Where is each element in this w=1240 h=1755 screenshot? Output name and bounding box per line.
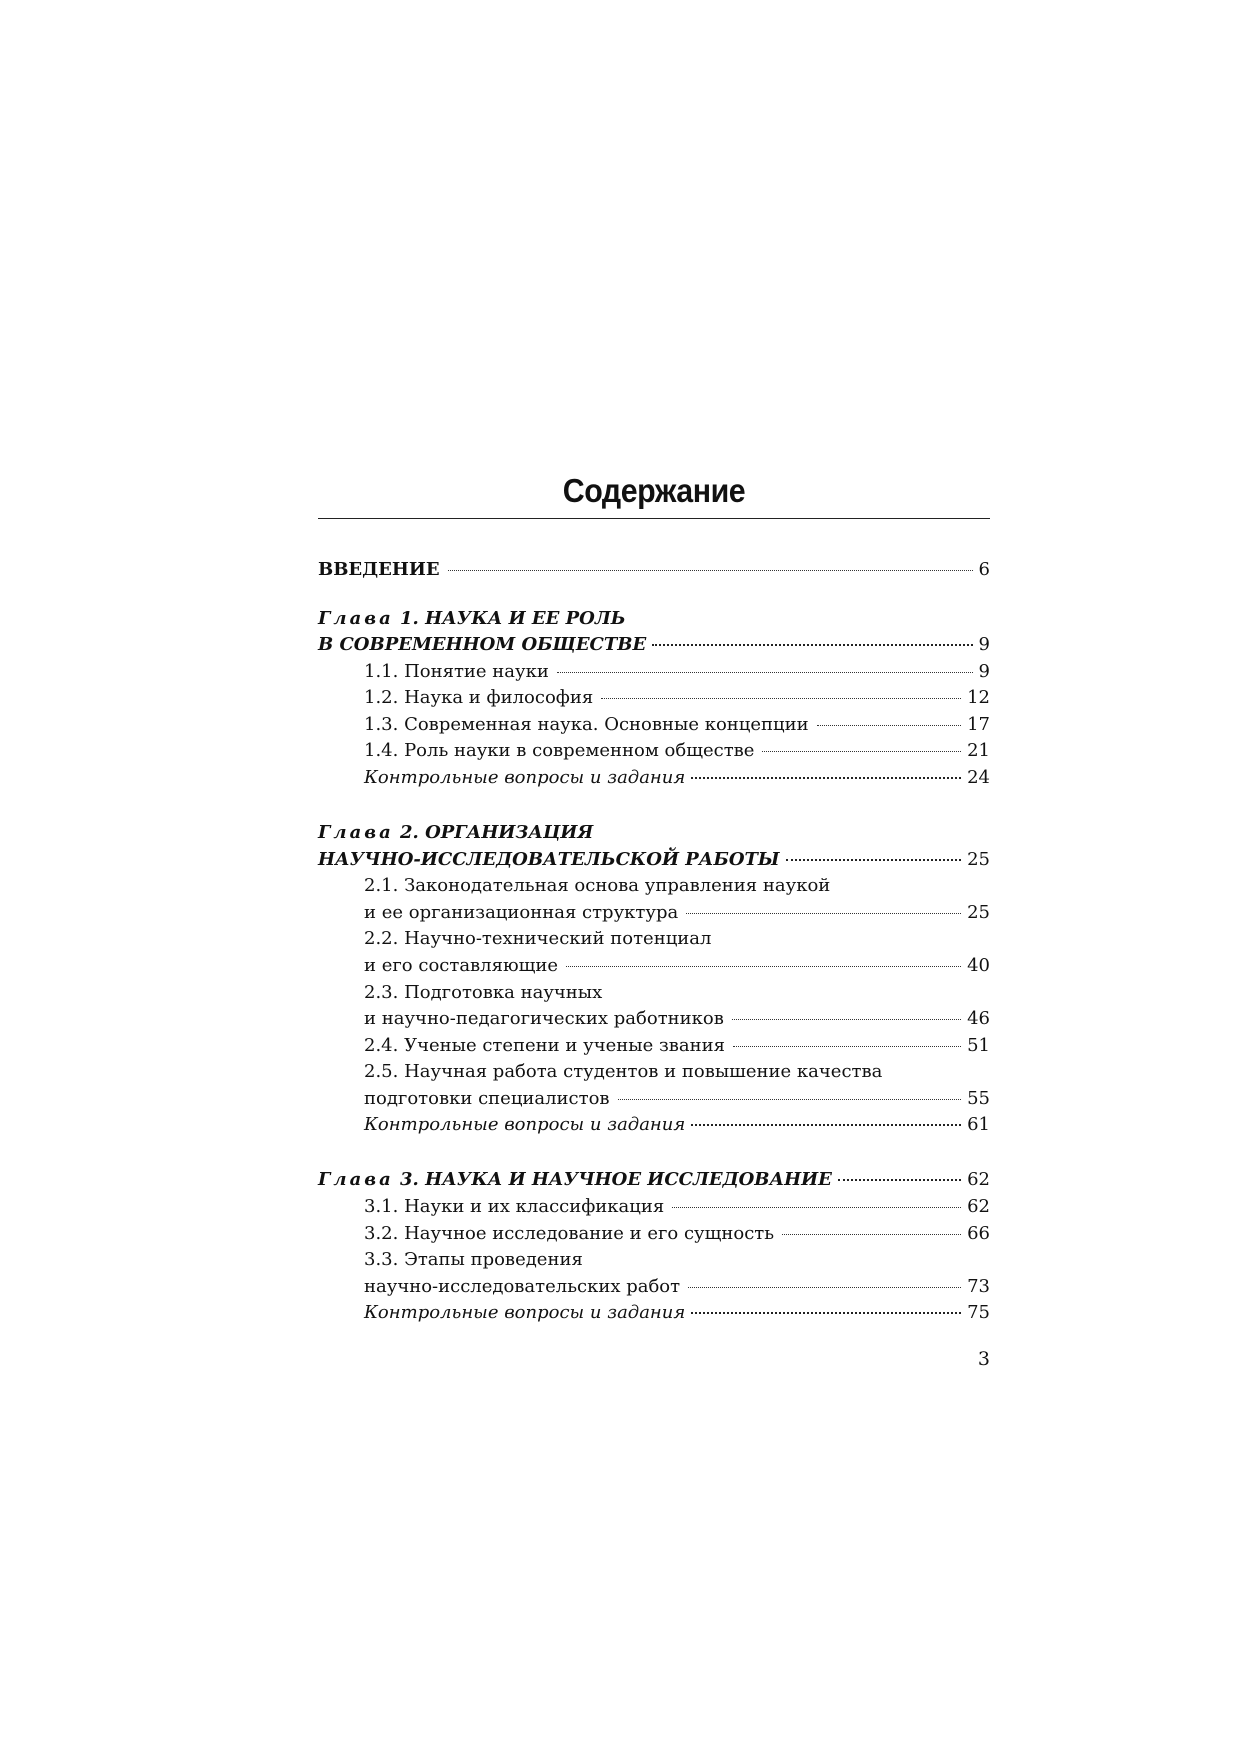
toc-entry-label: и его составляющие: [364, 955, 559, 976]
toc-entry-questions[interactable]: [364, 765, 990, 791]
toc-entry-label: 2.5. Научная работа студентов и повышение качества: [364, 1061, 883, 1082]
dot-leader: [566, 966, 961, 967]
toc-entry-label: научно-исследовательских работ: [364, 1276, 681, 1297]
toc-entry[interactable]: [364, 685, 990, 711]
toc-entry-intro[interactable]: [318, 557, 990, 583]
dot-leader: [688, 1287, 961, 1288]
chapter-2-heading[interactable]: [318, 820, 990, 846]
toc-entry[interactable]: [364, 1221, 990, 1247]
toc-page-number: 6: [978, 559, 990, 580]
toc-entry[interactable]: [364, 1247, 990, 1273]
toc-entry[interactable]: [364, 712, 990, 738]
chapter-heading-line: [318, 606, 626, 632]
toc-entry-label: 2.4. Ученые степени и ученые звания: [364, 1035, 725, 1056]
toc-entry[interactable]: [364, 1006, 990, 1032]
toc-page-number: 21: [967, 740, 990, 761]
toc-entry[interactable]: [364, 926, 990, 952]
dot-leader: [762, 751, 961, 752]
toc-page-number: 73: [967, 1276, 990, 1297]
toc-page-number: 46: [967, 1008, 990, 1029]
toc-entry[interactable]: [364, 659, 990, 685]
dot-leader: [686, 913, 961, 914]
toc-entry-label: и научно-педагогических работников: [364, 1008, 724, 1029]
chapter-title: 2. ОРГАНИЗАЦИЯ: [393, 822, 594, 843]
toc-entry[interactable]: [364, 738, 990, 764]
dot-leader: [557, 672, 973, 673]
chapter-1-heading[interactable]: [318, 606, 990, 632]
chapter-title-cont: НАУЧНО-ИССЛЕДОВАТЕЛЬСКОЙ РАБОТЫ: [318, 849, 780, 870]
toc-entry-label: 1.1. Понятие науки: [364, 661, 549, 682]
toc-entry-label: 3.1. Науки и их классификация: [364, 1196, 665, 1217]
title-rule: [318, 518, 990, 519]
toc-entry[interactable]: [364, 1194, 990, 1220]
page-number: 3: [977, 1348, 990, 1370]
dot-leader: [732, 1019, 961, 1020]
toc-entry-label: 2.2. Научно-технический потенциал: [364, 928, 712, 949]
toc-entry[interactable]: [364, 900, 990, 926]
toc-page-number: 55: [967, 1088, 990, 1109]
toc-entry-label: и ее организационная структура: [364, 902, 679, 923]
dot-leader: [691, 1124, 961, 1126]
chapter-prefix: Глава: [318, 1169, 394, 1190]
chapter-heading-line: [318, 1167, 832, 1193]
toc-entry[interactable]: [364, 873, 990, 899]
toc-entry-label: 2.1. Законодательная основа управления наукой: [364, 875, 831, 896]
toc-page-number: 40: [967, 955, 990, 976]
toc-entry-label: 3.3. Этапы проведения: [364, 1249, 583, 1270]
chapter-prefix: Глава: [318, 608, 394, 629]
toc-entry-label: 2.3. Подготовка научных: [364, 982, 603, 1003]
toc-entry-label: Контрольные вопросы и задания: [364, 1302, 686, 1323]
chapter-prefix: Глава: [318, 822, 394, 843]
dot-leader: [782, 1234, 961, 1235]
toc-page-number: 62: [967, 1196, 990, 1217]
toc-page-number: 24: [967, 767, 990, 788]
dot-leader: [601, 698, 961, 699]
dot-leader: [817, 725, 962, 726]
toc-entry-label: 3.2. Научное исследование и его сущность: [364, 1223, 775, 1244]
dot-leader: [618, 1099, 962, 1100]
toc-entry-questions[interactable]: [364, 1112, 990, 1138]
toc-entry-label: 1.4. Роль науки в современном обществе: [364, 740, 755, 761]
toc-page-number: 75: [967, 1302, 990, 1323]
toc-entry[interactable]: [364, 1033, 990, 1059]
toc-page-number: 25: [967, 902, 990, 923]
dot-leader: [733, 1046, 961, 1047]
chapter-title: 3. НАУКА И НАУЧНОЕ ИССЛЕДОВАНИЕ: [393, 1169, 832, 1190]
toc-entry-label: Контрольные вопросы и задания: [364, 1114, 686, 1135]
chapter-1-heading-cont[interactable]: [318, 632, 990, 658]
dot-leader: [691, 1312, 961, 1314]
toc-entry-label: 1.3. Современная наука. Основные концепции: [364, 714, 809, 735]
toc-page-number: 9: [978, 634, 990, 655]
toc-page-number: 62: [967, 1169, 990, 1190]
toc-page-number: 9: [978, 661, 990, 682]
toc-entry[interactable]: [364, 953, 990, 979]
dot-leader: [838, 1179, 961, 1181]
toc-entry-label: Контрольные вопросы и задания: [364, 767, 686, 788]
toc-entry[interactable]: [364, 1086, 990, 1112]
chapter-2-heading-cont[interactable]: [318, 847, 990, 873]
toc-page-number: 61: [967, 1114, 990, 1135]
chapter-title: 1. НАУКА И ЕЕ РОЛЬ: [393, 608, 626, 629]
toc-entry[interactable]: [364, 1274, 990, 1300]
dot-leader: [786, 859, 962, 861]
dot-leader: [672, 1207, 961, 1208]
toc-page-number: 12: [967, 687, 990, 708]
chapter-heading-line: [318, 820, 593, 846]
toc-page-number: 66: [967, 1223, 990, 1244]
toc-entry-label: 1.2. Наука и философия: [364, 687, 594, 708]
toc-entry-label: подготовки специалистов: [364, 1088, 610, 1109]
chapter-3-heading[interactable]: [318, 1167, 990, 1193]
toc-entry[interactable]: [364, 980, 990, 1006]
dot-leader: [448, 570, 973, 571]
toc-entry-label: ВВЕДЕНИЕ: [318, 559, 440, 580]
toc-entry-questions[interactable]: [364, 1300, 990, 1326]
toc-page-number: 25: [967, 849, 990, 870]
toc-entry[interactable]: [364, 1059, 990, 1085]
toc-page-number: 51: [967, 1035, 990, 1056]
toc-page-number: 17: [967, 714, 990, 735]
chapter-title-cont: В СОВРЕМЕННОМ ОБЩЕСТВЕ: [318, 634, 647, 655]
dot-leader: [691, 777, 961, 779]
page-title: Содержание: [562, 472, 746, 509]
dot-leader: [652, 644, 972, 646]
